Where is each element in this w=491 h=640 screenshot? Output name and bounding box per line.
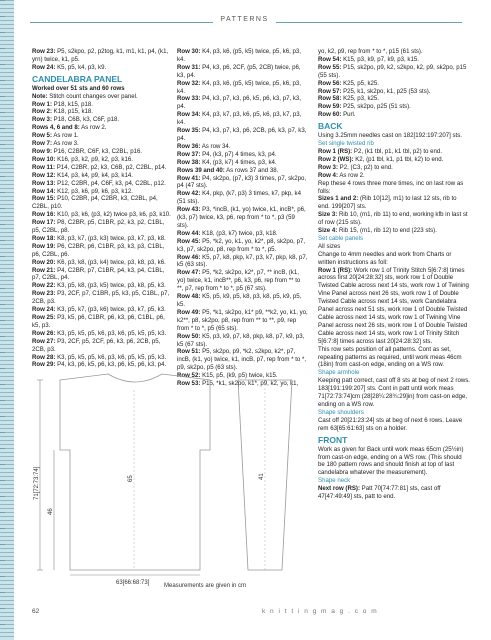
cable-note: This row sets position of all patterns. Cont as set, repeating patterns as required, until work meas 46cm (18in) from cast-on edge, ending on a WS row.	[318, 345, 462, 369]
pattern-row: Row 1 (RS): Work row 1 of Trinity Stitch 5[6:7:8] times across first 20[24:28:32] sts, work row 1 of Double Twisted Cable across next 14 sts, work row 1 of Twining Vine Panel across next 26 sts, work row 1 of Double Twisted Cable across next 14 sts, work Candelabra Panel across next 51 sts, work row 1 of Double Twisted Cable across next 14 sts, work row 1 of Twining Vine Panel across next 26 sts, work row 1 of Double Twisted Cable across next 14 sts, work row 1 of Trinity Stitch 5[6:7:8] times across last 20[24:28:32] sts.	[318, 266, 469, 345]
pattern-row: Row 25: P3, k5, p6, C1BR, p6, k3, p6, C1BL, p6, k5, p3.	[32, 314, 165, 329]
pattern-row: Row 48: K5, p5, k9, p5, k8, p3, k8, p5, k9, p5, k5.	[177, 293, 302, 308]
pattern-row: Row 4: As row 2.	[318, 171, 365, 179]
pattern-row: Row 10: K16, p3, k2, p9, k2, p3, k16.	[32, 155, 133, 163]
pattern-row: Row 30: K4, p3, k6, (p5, k5) twice, p5, k6, p3, k4.	[177, 48, 301, 63]
pattern-row: Row 52: K15, p5, (k9, p5) twice, k15.	[177, 372, 278, 380]
column-2	[177, 48, 308, 388]
pattern-row: Row 9: P16, C2BR, C6F, k3, C2BL, p16.	[32, 147, 143, 155]
pattern-row: Row 49: P5, *k1, sk2po, k1* p9, **k2, yo, k1, yo, k2**, p8, sk2po, p8, rep from ** to **, p9, rep from * to *, p5 (65 sts).	[177, 308, 308, 332]
sleeve-length-label: 41	[259, 473, 265, 480]
subheading-shoulders: Shape shoulders	[318, 408, 364, 416]
site-url: k n i t t i n g m a g . c o m	[262, 608, 379, 615]
pattern-row: Row 13: P12, C2BR, p4, C6F, k3, p4, C2BL, p12.	[32, 179, 166, 187]
pattern-row: Row 51: P5, sk2po, p9, *k2, s2kpo, k2*, p7, incB, (k1, yo) twice, k1, incB, p7, rep from * to *, p9, sk2po, p5 (63 sts).	[177, 348, 307, 372]
pattern-row: Row 26: K3, p5, k5, p5, k6, p3, k6, p5, k5, p5, k3.	[32, 329, 167, 337]
pattern-row: Row 41: P4, sk2po, (p7, k3) 3 times, p7, sk2po, p4 (47 sts).	[177, 174, 307, 190]
pattern-row: All sizes	[318, 242, 341, 250]
pattern-row: Row 20: K6, p3, k8, (p3, k4) twice, p3, k8, p3, k6.	[32, 258, 166, 266]
width-label: 63[66:68:73]	[116, 580, 150, 586]
pattern-row: Row 28: K3, p5, k5, p5, k6, p3, k6, p5, k5, p5, k3.	[32, 353, 167, 361]
pattern-row: Row 19: P6, C2BR, p6, C1BR, p3, k3, p3, C1BL, p6, C2BL, p6.	[32, 242, 165, 258]
pattern-row: Rows 39 and 40: As rows 37 and 38.	[177, 166, 279, 174]
pattern-row: Row 16: K10, p3, k6, (p3, k2) twice p3, k6, p3, k10.	[32, 211, 171, 219]
pattern-row: Row 33: P4, k3, p7, k3, p6, k5, p6, k3, p7, k3, p4.	[177, 95, 301, 111]
page-number: 62	[32, 608, 40, 615]
pattern-row: Row 3: P2, (C3, p2) to end.	[318, 163, 393, 171]
pattern-row: Row 2: K18, p15, k18.	[32, 108, 93, 116]
pattern-row: Row 24: K5, p5, k4, p3, k9.	[32, 63, 107, 71]
pattern-row: Row 32: K4, p3, k6, (p5, k5) twice, p5, k6, p3, k4.	[177, 79, 301, 95]
pattern-row: Row 58: K25, p3, k25.	[318, 95, 379, 103]
pattern-row: Row 24: K3, p5, k7, (p3, k6) twice, p3, k7, p5, k3.	[32, 306, 166, 314]
pattern-row: yo, k2, p9, rep from * to *, p15 (61 sts).	[318, 48, 423, 55]
pattern-row: Row 2 (WS): K2, (p1 tbl, k1, p1 tbl, k2) to end.	[318, 155, 444, 163]
page-edge-ruler	[0, 0, 14, 640]
pattern-row: Row 23: P3, 2CF, p7, C1BR, p5, k3, p5, C1BL, p7, 2CB, p3.	[32, 290, 170, 306]
neck-line: Next row (RS): Patt 70[74:77:81] sts, cast off 47[47:49:49] sts, patt to end.	[318, 485, 441, 501]
section-intro: Worked over 51 sts and 60 rows	[32, 84, 125, 92]
pattern-row: Row 55: P15, sk2po, p9, k2, s2kpo, k2, p9, sk2po, p15 (55 sts).	[318, 63, 467, 79]
subheading-armhole: Shape armhole	[318, 369, 360, 377]
pattern-row: Row 21: P4, C2BR, p7, C1BR, p4, k3, p4, C1BL, p7, C2BL, p4.	[32, 266, 165, 282]
size-instruction: Size 3: Rib 10, (m1, rib 11) to end, working kfb in last st of row (215 sts).	[318, 211, 468, 227]
subheading-neck: Shape neck	[318, 477, 351, 485]
back-intro: Using 3.25mm needles cast on 182[192:197:207] sts.	[318, 132, 462, 140]
pattern-row: Row 22: K3, p5, k8, (p3, k5) twice, p3, k8, p5, k3.	[32, 282, 166, 290]
pattern-row: Row 14: K12, p3, k6, p9, k6, p3, k12.	[32, 187, 133, 195]
pattern-row: Row 15: P10, C2BR, p4, C2BR, k3, C2BL, p4, C2BL, p10.	[32, 195, 158, 211]
pattern-row: Row 43: P3, *incB, (k1, yo) twice, k1, incB*, p6, (k3, p7) twice, k3, p6, rep from * to *, p3 (59 sts).	[177, 206, 306, 229]
pattern-row: Row 35: P4, k3, p7, k3, p6, 2CB, p6, k3, p7, k3, p4.	[177, 127, 307, 142]
page-header-title: PATTERNS	[220, 16, 269, 23]
pattern-row: Row 54: K15, p3, k9, p7, k9, p3, k15.	[318, 55, 419, 63]
pattern-row: Row 1: P18, k15, p18.	[32, 100, 93, 108]
height-label: 71[72:73:74]	[34, 466, 40, 500]
pattern-row: Row 57: P25, k1, sk2po, k1, p25 (53 sts).	[318, 87, 431, 95]
pattern-row: Row 47: P5, *k2, sk2po, k2*, p7, ** incB, (k1, yo) twice, k1, incB**, p6, k3, p6, rep from ** to **, p7, rep from * to *, p5 (67 sts).	[177, 269, 301, 293]
pattern-row: Row 23: P5, s2kpo, p2, p2tog, k1, m1, k1, p4, (k1, yrn) twice, k1, p5.	[32, 48, 169, 63]
size-instruction: Sizes 1 and 2: (Rib 10[12], m1) to last 12 sts, rib to end. 199[207] sts.	[318, 195, 457, 211]
header-rule-right	[276, 22, 462, 23]
pattern-row: Row 29: P4, k3, p6, k5, p6, k3, p6, k5, p6, k3, p4.	[32, 361, 167, 369]
pattern-row: Row 1 (RS): P2, (k1 tbl, p1, k1 tbl, p2) to end.	[318, 147, 442, 155]
subheading-cable-panels: Set cable panels	[318, 234, 364, 242]
pattern-row: Row 12: K14, p3, k4, p9, k4, p3, k14.	[32, 171, 133, 179]
pattern-row: Row 37: P4, (k3, p7) 4 times, k3, p4.	[177, 150, 277, 158]
pattern-row: Row 45: P5, *k2, yo, k1, yo, k2*, p8, sk2po, p7, k3, p7, sk2po, p8, rep from * to *, p5.	[177, 237, 306, 253]
pattern-row: Row 53: P15, *k1, sk2po, k1*, p9, k2, yo, k1,	[177, 380, 299, 388]
armhole-text: Keeping patt correct, cast off 8 sts at beg of next 2 rows. 183[191:199:207] sts. Cont in patt until work meas 71[72:73:74]cm (28[28¼:28¾:29]in) from cast-on edge, ending on a WS row.	[318, 377, 470, 408]
shoulders-text: Cast off 20[21:23:24] sts at beg of next 6 rows. Leave rem 63[65:61:63] sts on a holder.	[318, 416, 463, 432]
twisted-rib-note: Rep these 4 rows three more times, inc on last row as folls:	[318, 179, 464, 195]
section-heading: CANDELABRA PANEL	[32, 73, 123, 84]
header-rule-left	[30, 22, 213, 23]
measurements-caption: Measurements are given in cm	[164, 583, 247, 589]
note: Note: Stitch count changes over panel.	[32, 92, 138, 100]
front-heading: FRONT	[318, 434, 348, 445]
body-outline	[60, 374, 210, 570]
pattern-row: Row 44: K18, (p3, k7) twice, p3, k18.	[177, 229, 278, 237]
pattern-row: Row 31: P4, k3, p6, 2CF, (p5, 2CB) twice, p6, k3, p4.	[177, 63, 301, 79]
pattern-row: Row 36: As row 34.	[177, 142, 231, 150]
subheading-twisted-rib: Set single twisted rib	[318, 140, 374, 148]
pattern-row: Change to 4mm needles and work from Charts or written instructions as foll:	[318, 250, 452, 266]
front-text: Work as given for Back until work meas 65cm (25½in) from cast-on edge, ending on a WS row. (This should be 180 pattern rows and should finish at top of last candelabra whatever the measurement).	[318, 445, 464, 477]
pattern-row: Row 3: P18, C6B, k3, C6F, p18.	[32, 116, 120, 124]
pattern-row: Row 34: K4, p3, k7, p3, k6, p5, k6, p3, k7, p3, k4.	[177, 111, 302, 127]
column-1	[32, 48, 172, 369]
pattern-row: Row 5: As row 1.	[32, 132, 79, 140]
pattern-row: Row 42: K4, pkp, (k7, p3) 3 times, k7, pkp, k4 (51 sts).	[177, 190, 301, 206]
pattern-row: Row 27: P3, 2CF, p5, 2CF, p6, k3, p6, 2CB, p5, 2CB, p3.	[32, 337, 161, 353]
pattern-row: Row 7: As row 3.	[32, 140, 79, 148]
pattern-row: Row 17: P8, C2BR, p5, C1BR, p2, k3, p2, C1BL, p5, C2BL, p8.	[32, 219, 165, 235]
pattern-row: Row 56: K25, p5, k25.	[318, 79, 379, 87]
pattern-row: Row 11: P14, C2BR, p2, k3, C6B, p2, C2BL, p14.	[32, 163, 167, 171]
pattern-row: Row 38: K4, (p3, k7) 4 times, p3, k4.	[177, 158, 277, 166]
size-instruction: Size 4: Rib 15, (m1, rib 12) to end (223 sts).	[318, 227, 437, 235]
pattern-row: Rows 4, 6 and 8: As row 2.	[32, 124, 107, 132]
pattern-row: Row 18: K8, p3, k7, (p3, k3) twice, p3, k7, p3, k8.	[32, 234, 166, 242]
chest-label: 65	[128, 475, 134, 482]
pattern-row: Row 46: K5, p7, k8, pkp, k7, p3, k7, pkp, k8, p7, k5 (63 sts).	[177, 253, 308, 269]
pattern-row: Row 50: K5, p3, k9, p7, k8, pkp, k8, p7, k9, p3, k5 (67 sts).	[177, 332, 305, 348]
back-heading: BACK	[318, 121, 343, 132]
body-length-label: 46	[48, 508, 54, 515]
pattern-row: Row 59: P25, sk2po, p25 (51 sts).	[318, 103, 411, 111]
pattern-row: Row 60: Purl.	[318, 111, 356, 119]
